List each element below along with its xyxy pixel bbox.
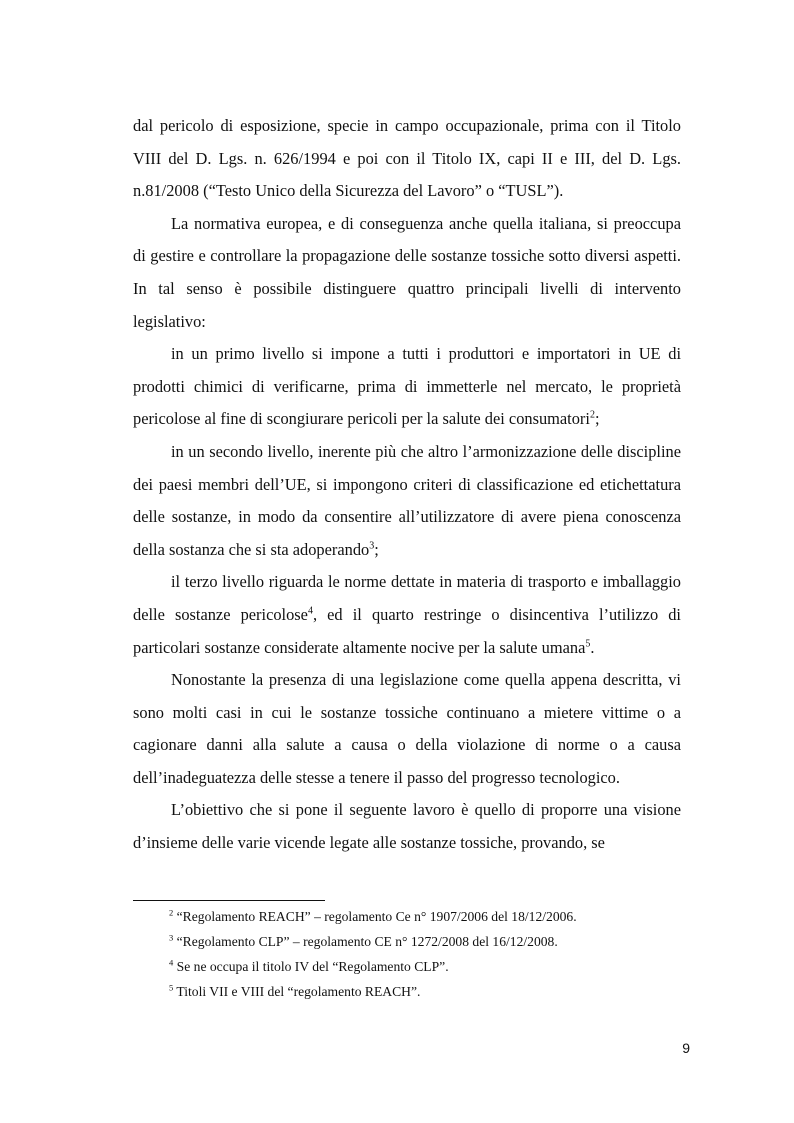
footnote-3 [133,929,693,954]
paragraph-4-text: in un secondo livello, inerente più che altro l’armonizzazione delle discipline dei paesi membri dell’UE, si impongono criteri di classificazione ed etichettatura delle sostanze, in modo da consentire all’utilizzatore di avere piena conoscenza della sostanza che si sta adoperando [133,441,681,559]
footnote-ref-4: 4 [307,605,313,617]
paragraph-5-text-b: , ed il quarto restringe o disincentiva l’utilizzo di particolari sostanze considerate altamente nocive per la salute umana [133,604,681,657]
footnote-number: 2 [169,907,174,918]
paragraph-2-text: La normativa europea, e di conseguenza anche quella italiana, si preoccupa di gestire e controllare la propagazione delle sostanze tossiche sotto diversi aspetti. In tal senso è possibile distinguere quattro principali livelli di intervento legislativo: [133,213,681,331]
footnote-ref-3: 3 [369,540,375,552]
paragraph-normativa [133,208,681,338]
footnote-2 [133,904,693,929]
footnote-number: 4 [169,957,174,968]
footnote-number: 3 [169,932,174,943]
paragraph-5-end: . [590,637,595,657]
footnote-text: Titoli VII e VIII del “regolamento REACH”. [173,984,421,999]
paragraph-7-text: L’obiettivo che si pone il seguente lavoro è quello di proporre una visione d’insieme delle varie vicende legate alle sostanze tossiche, provando, se [133,800,681,853]
footnote-text: Se ne occupa il titolo IV del “Regolamento CLP”. [173,959,449,974]
paragraph-obiettivo [133,794,681,859]
paragraph-3-text: in un primo livello si impone a tutti i produttori e importatori in UE di prodotti chimici di verificarne, prima di immetterle nel mercato, le proprietà pericolose al fine di scongiurare pericoli per la salute dei consumatori [133,344,681,429]
paragraph-primo-livello [133,338,681,436]
footnote-divider [133,900,325,901]
footnote-4 [133,954,693,979]
paragraph-4-end: ; [374,539,379,559]
paragraph-1-text: dal pericolo di esposizione, specie in campo occupazionale, prima con il Titolo VIII del D. Lgs. n. 626/1994 e poi con il Titolo IX, capi II e III, del D. Lgs. n.81/2008 (“Testo Unico della Sicurezza del Lavoro” o “TUSL”). [133,116,681,201]
paragraph-secondo-livello [133,436,681,566]
footnote-5 [133,979,693,1004]
paragraph-6-text: Nonostante la presenza di una legislazione come quella appena descritta, vi sono molti casi in cui le sostanze tossiche continuano a mietere vittime o a cagionare danni alla salute a causa o della violazione di norme o a causa dell’inadeguatezza delle stesse a tenere il passo del progresso tecnologico. [133,670,681,787]
footnotes [133,904,693,1004]
paragraph-5-text-a: il terzo livello riguarda le norme dettate in materia di trasporto e imballaggio delle sostanze pericolose [133,572,681,624]
page-number: 9 [682,1040,690,1056]
body-text [133,110,681,860]
footnote-text: “Regolamento CLP” – regolamento CE n° 1272/2008 del 16/12/2008. [173,934,558,949]
paragraph-3-end: ; [594,409,600,429]
paragraph-continuation [133,110,681,208]
footnote-ref-5: 5 [585,638,591,650]
paragraph-terzo-livello [133,566,681,664]
paragraph-nonostante [133,664,681,794]
footnote-ref-2: 2 [589,409,595,421]
footnote-text: “Regolamento REACH” – regolamento Ce n° 1907/2006 del 18/12/2006. [173,909,577,924]
footnote-number: 5 [169,982,174,993]
